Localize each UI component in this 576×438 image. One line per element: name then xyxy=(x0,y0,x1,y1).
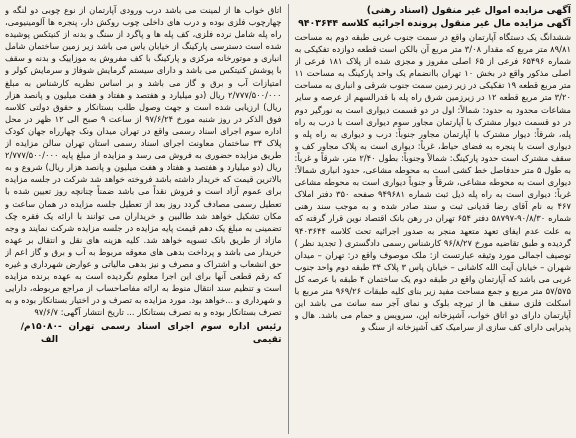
notice-title: آگهی مزایده اموال غیر منقول (اسناد رهنی) xyxy=(366,5,571,16)
signature-row xyxy=(5,321,282,345)
signature-title: رئیس اداره سوم اجرای اسناد رسمی تهران - تقیمی xyxy=(58,322,282,345)
signature-code: ۱۵۰۸۰م/الف xyxy=(20,322,59,345)
notice-columns xyxy=(5,4,571,434)
right-column-body: ششدانگ یک دستگاه آپارتمان واقع در سمت جنوب غربی طبقه دوم به مساحت ۸۹/۸۱ متر مربع که مقدار ۳/۰۸ متر مربع آن بالکن است قطعه دوازده تفکیکی به شماره ۶۵۴۹۶ فرعی از ۶۵ اصلی مفروز و مجزی شده از پلاک ۱۸۱ فرعی از اصلی مذکور واقع در بخش ۱۰ تهران باانضمام یک واحد پارکینگ به مساحت ۱۱ متر مربع قطعه ۱۹ تفکیکی در زیر زمین سمت جنوب شرقی و انباری به مساحت ۳/۲۰ متر مربع قطعه ۱۲ در زیرزمین شرق راه پله با قدرالسهم از عرصه و سایر مشاعات محدود به حدود: شمالاً: اول در دو قسمت دیواری است به نورگیر دوم در دو قسمت دیوار مشترک با آپارتمان مجاور سوم دیواری است با درب به راه پله، شرقاً: دیوار مشترک با آپارتمان مجاور جنوباً: درب و دیواری به راه پله و دیواری است با پنجره به فضای حیاط، غرباً: دیواری است به پلاک مجاور کف و سقف مشترک است حدود پارکینگ: شمالاً وجنوباً: بطول ۲/۴۰ متر، شرقاً و غرباً: به طول ۵ متر حدفاصل خط کشی است به محوطه مشاعی، حدود انباری شمالاً: دیواری است به محوطه مشاعی، شرقاً و جنوباً دیواری است به محوطه مشاعی غرباً: دیواری است به راه پله ذیل ثبت شماره ۹۴۹۶۸۱ صفحه ۳۵۰ دفتر املاک ۴۶۷ به نام آقای رضا قدیانی ثبت و سند صادر شده و به موجب سند رهنی شماره ۹۰/۸/۳۰-۵۸۷۹۷ دفتر ۶۵۴ تهران در رهن بانک اقتصاد نوین قرار گرفته که به علت عدم ایفای تعهد متعهد منجر به صدور اجرائیه تحت کلاسه ۹۴۰۳۶۴۴ گردیده و طبق تقاضیه مورخ ۹۶/۸/۲۷ کارشناس رسمی دادگستری ( تجدید نظر ) توصیف اجمالی مورد وثیقه عبارتست از: ملک موصوف واقع در: تهران – میدان شهران – خیابان آیت الله کاشانی – خیابان پاس ۳ پلاک ۳۴ طبقه دوم واحد جنوب غربی می باشد که آپارتمان واقع در طبقه دوم یک ساختمان ۴ طبقه با عرصه کل ۵۷/۵۷۵ متر مربع و جمع مساحت مفید زیر بنای کلیه طبقات ۹۶۹/۲۶ متر مربع با اسکلت فلزی سقف ها از تیرچه بلوک و نمای آجر سه سانت می باشد این آپارتمان دارای دو اتاق خواب، آشپزخانه اپن، سرویس و حمام می باشد. هال و پذیرایی دارای کف سازی از سرامیک کف آشپزخانه از سنگ و xyxy=(294,32,571,333)
right-column xyxy=(295,4,572,434)
left-column xyxy=(5,4,282,434)
column-divider xyxy=(288,4,289,434)
notice-subtitle: آگهی مزایده مال غیر منقول پرونده اجرائیه کلاسه ۹۴۰۳۶۴۴ xyxy=(298,18,571,29)
left-column-body: اتاق خواب ها از لمینت می باشد درب ورودی آپارتمان از نوع چوبی دو لنگه و چهارچوب فلزی بوده و درب های داخلی چوب روکش دار، پنجره ها آلومینیومی، راه پله شامل نرده فلزی، کف پله ها و پاگرد از سنگ و بدنه از کنیتکس پوشیده شده است دسترسی پارکینگ از خیابان یاس می باشد زیر زمین ساختمان شامل انباری و موتورخانه مرکزی و پارکینگ با کف مفروش به موزاییک و بدنه و سقف با پوشش کنیتکس می باشد و دارای سیستم گرمایش شوفاژ و سرمایش کولر و امتیازات آب و برق و گاز می باشد و بر اساس نظریه کارشناس به مبلغ ۲/۷۷۷/۵۰۰/۰۰۰ ریال (دو میلیارد و هفتصد و هفتاد و هفت میلیون و پانصد هزار ریال) ارزیابی شده است و جهت وصول طلب بستانکار و حقوق دولتی کلاسه فوق الذکر در روز شنبه مورخ ۹۷/۶/۲۴ از ساعت ۹ صبح الی ۱۲ ظهر در محل اداره سوم اجرای اسناد رسمی واقع در تهران میدان ونک چهارراه جهان کودک پلاک ۳۴ ساختمان معاونت اجرای اسناد رسمی استان تهران سالن مزایده از طریق مزایده حضوری به فروش می رسد و مزایده از مبلغ پایه ۲/۷۷۷/۵۰۰/۰۰۰ ریال (دو میلیارد و هفتصد و هفتاد و هفت میلیون و پانصد هزار ریال) شروع و به بالاترین قیمت که خریدار داشته باشد فروخته خواهد شد شرکت در جلسه مزایده برای عموم آزاد است و فروش نقداً می باشد ضمناً چنانچه روز تعیین شده با تعطیل رسمی مصادف گردد روز بعد از تعطیل جلسه مزایده در همان ساعت و مکان تشکیل خواهد شد طالبین و خریداران می توانند با ارائه یک فقره چک تضمینی به مبلغ یک دهم قیمت پایه مزایده در جلسه مزایده شرکت نمایند و وجه مازاد از طریق بانک تسویه خواهد شد. کلیه هزینه های نقل و انتقال بر عهده خریدار می باشد و پرداخت بدهی های معوقه مربوط به آب و برق و گاز اعم از حق انشعاب و اشتراک و مصرف و نیز بدهی مالیاتی و عوارض شهرداری و غیره که رقم قطعی آنها برای این اجرا معلوم نگردیده است به عهده برنده مزایده است و تنظیم سند انتقال منوط به ارائه مفاصاحساب از مراجع مربوطه، دارایی و شهرداری و ...خواهد بود. مورد مزایده به تصرف و در اختیار بستانکار بوده و به تصرف بستانکار بوده و به تصرف بستانکار ... تاریخ انتشار آگهی: ۹۷/۶/۷ xyxy=(5,5,282,318)
